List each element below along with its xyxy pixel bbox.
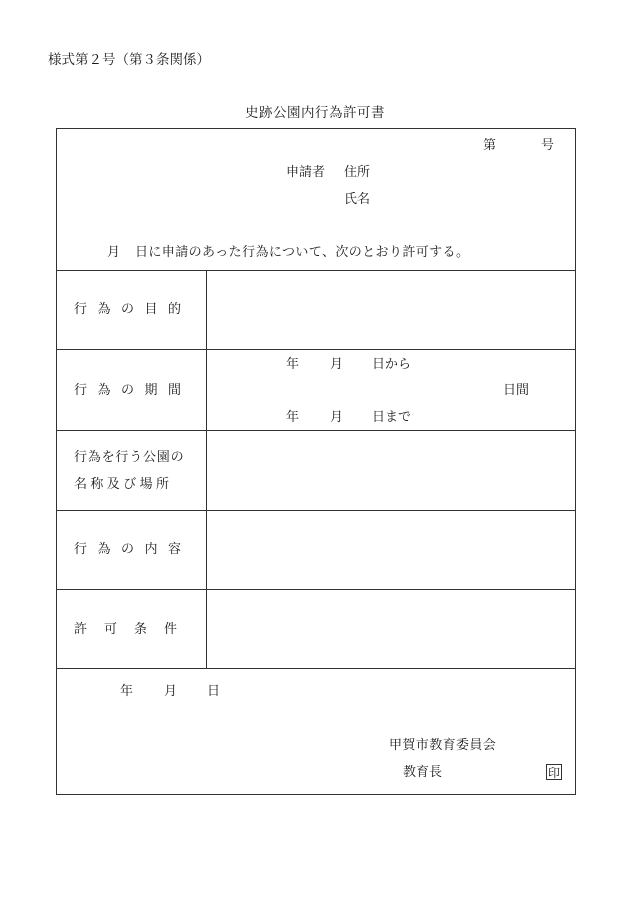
conditions-label: 許可条件: [74, 622, 195, 637]
period-days: 日間: [503, 383, 530, 398]
period-to-day: 日まで: [372, 410, 412, 425]
applicant-label: 申請者: [286, 165, 326, 180]
statement-month: 月: [107, 245, 121, 260]
divider-purpose: [56, 349, 576, 350]
document-title: 史跡公園内行為許可書: [245, 105, 385, 121]
period-from-day: 日から: [372, 357, 412, 372]
content-label: 行為の内容: [74, 542, 192, 557]
permit-number-go: 号: [541, 138, 555, 153]
place-label-line2: 名称及び場所: [74, 477, 173, 492]
period-to-year: 年: [286, 410, 300, 425]
permit-statement: 日に申請のあった行為について、次のとおり許可する。: [135, 245, 470, 260]
name-label: 氏名: [344, 192, 371, 207]
divider-header: [56, 270, 576, 271]
divider-place: [56, 510, 576, 511]
purpose-label: 行為の目的: [74, 302, 192, 317]
divider-content: [56, 589, 576, 590]
divider-period: [56, 430, 576, 431]
permit-number-dai: 第: [483, 138, 497, 153]
label-column-divider: [206, 270, 207, 669]
divider-conditions: [56, 668, 576, 669]
period-label: 行為の期間: [74, 383, 192, 398]
issue-date-year: 年: [120, 684, 134, 699]
issuer-name: 甲賀市教育委員会: [389, 738, 497, 753]
period-from-year: 年: [286, 357, 300, 372]
address-label: 住所: [344, 165, 371, 180]
issue-date-day: 日: [207, 684, 221, 699]
superintendent-title: 教育長: [403, 765, 443, 780]
period-from-month: 月: [330, 357, 344, 372]
place-label-line1: 行為を行う公園の: [74, 450, 185, 465]
seal-mark: 印: [547, 766, 560, 780]
issue-date-month: 月: [164, 684, 178, 699]
form-number-label: 様式第２号（第３条関係）: [48, 52, 210, 68]
period-to-month: 月: [330, 410, 344, 425]
